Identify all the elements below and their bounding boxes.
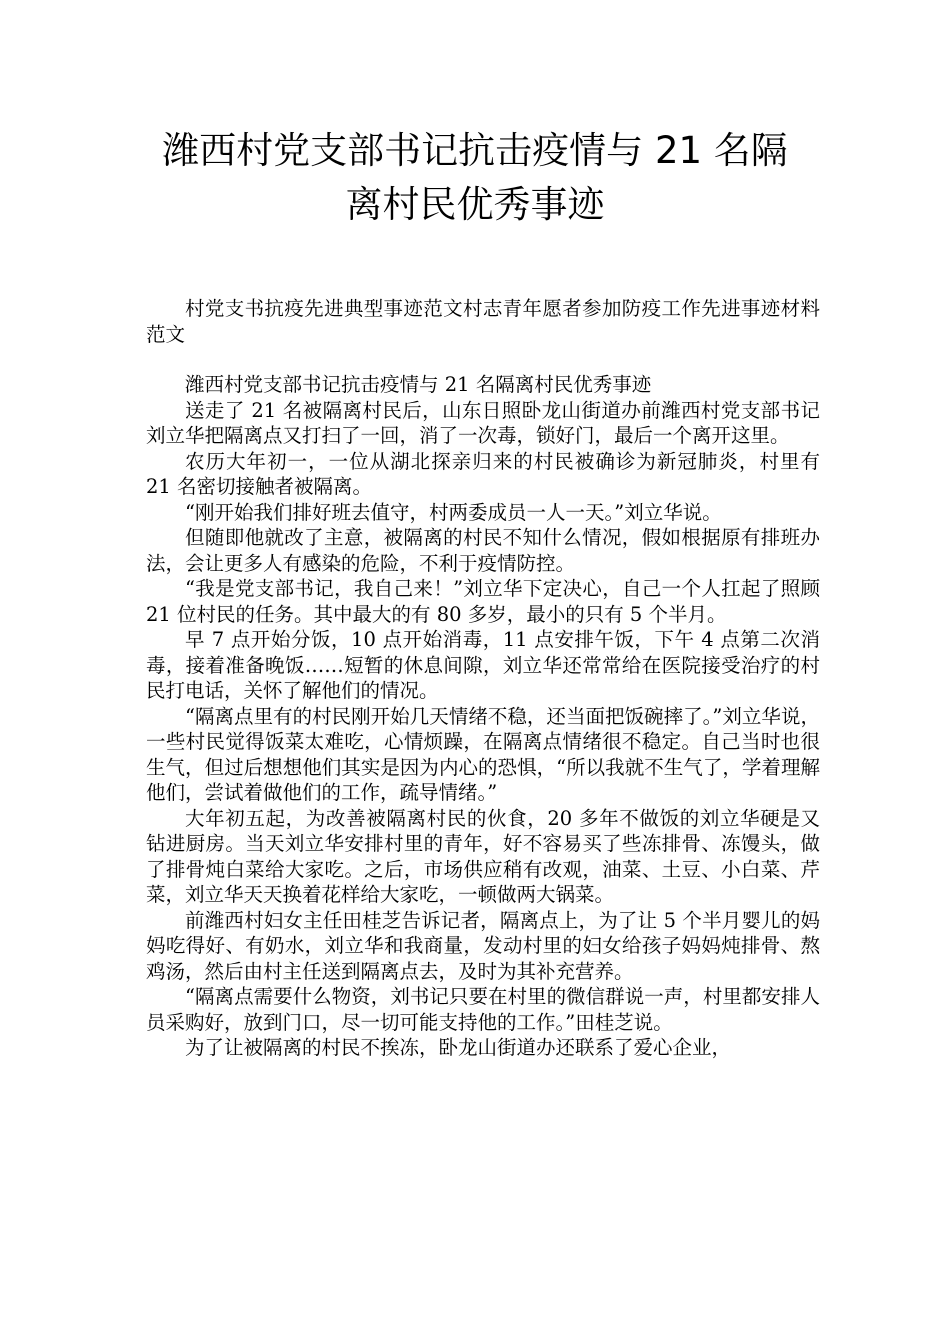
document-title	[100, 124, 850, 232]
body-paragraph: “隔离点需要什么物资，刘书记只要在村里的微信群说一声，村里都安排人员采购好，放到门口，尽一切可能支持他的工作。”田桂芝说。	[146, 985, 820, 1034]
body-paragraph: 前潍西村妇女主任田桂芝告诉记者，隔离点上，为了让 5 个半月婴儿的妈妈吃得好、有奶水，刘立华和我商量，发动村里的妇女给孩子妈妈炖排骨、熬鸡汤，然后由村主任送到隔离点去，及时为其补充营养。	[146, 908, 820, 983]
body-paragraph: “刚开始我们排好班去值守，村两委成员一人一天。”刘立华说。	[185, 500, 722, 524]
title-line-1: 潍西村党支部书记抗击疫情与 21 名隔	[162, 129, 788, 172]
body-paragraph: 为了让被隔离的村民不挨冻，卧龙山街道办还联系了爱心企业，	[185, 1036, 732, 1059]
title-line-2: 离村民优秀事迹	[345, 183, 605, 226]
intro-paragraph: 村党支书抗疫先进典型事迹范文村志青年愿者参加防疫工作先进事迹材料范文	[146, 297, 820, 346]
document-body	[146, 296, 820, 1061]
body-paragraph: 但随即他就改了主意，被隔离的村民不知什么情况，假如根据原有排班办法，会让更多人有感染的危险，不利于疫情防控。	[146, 526, 820, 575]
body-paragraph: “隔离点里有的村民刚开始几天情绪不稳，还当面把饭碗摔了。”刘立华说，一些村民觉得饭菜太难吃，心情烦躁，在隔离点情绪很不稳定。自己当时也很生气，但过后想想他们其实是因为内心的恐惧，“所以我就不生气了，学着理解他们，尝试着做他们的工作，疏导情绪。”	[146, 704, 820, 804]
article-subtitle: 潍西村党支部书记抗击疫情与 21 名隔离村民优秀事迹	[185, 373, 652, 396]
body-paragraph: 农历大年初一，一位从湖北探亲归来的村民被确诊为新冠肺炎，村里有 21 名密切接触者被隔离。	[146, 449, 820, 498]
body-paragraph: “我是党支部书记，我自己来！”刘立华下定决心，自己一个人扛起了照顾 21 位村民的任务。其中最大的有 80 多岁，最小的只有 5 个半月。	[146, 577, 820, 626]
body-paragraph: 送走了 21 名被隔离村民后，山东日照卧龙山街道办前潍西村党支部书记刘立华把隔离点又打扫了一回，消了一次毒，锁好门，最后一个离开这里。	[146, 398, 820, 447]
body-paragraph: 早 7 点开始分饭，10 点开始消毒，11 点安排午饭，下午 4 点第二次消毒，接着准备晚饭……短暂的休息间隙，刘立华还常常给在医院接受治疗的村民打电话，关怀了解他们的情况。	[146, 628, 820, 702]
body-paragraph: 大年初五起，为改善被隔离村民的伙食，20 多年不做饭的刘立华硬是又钻进厨房。当天刘立华安排村里的青年，好不容易买了些冻排骨、冻馒头，做了排骨炖白菜给大家吃。之后，市场供应稍有改观，油菜、土豆、小白菜、芹菜，刘立华天天换着花样给大家吃，一顿做两大锅菜。	[146, 806, 820, 906]
